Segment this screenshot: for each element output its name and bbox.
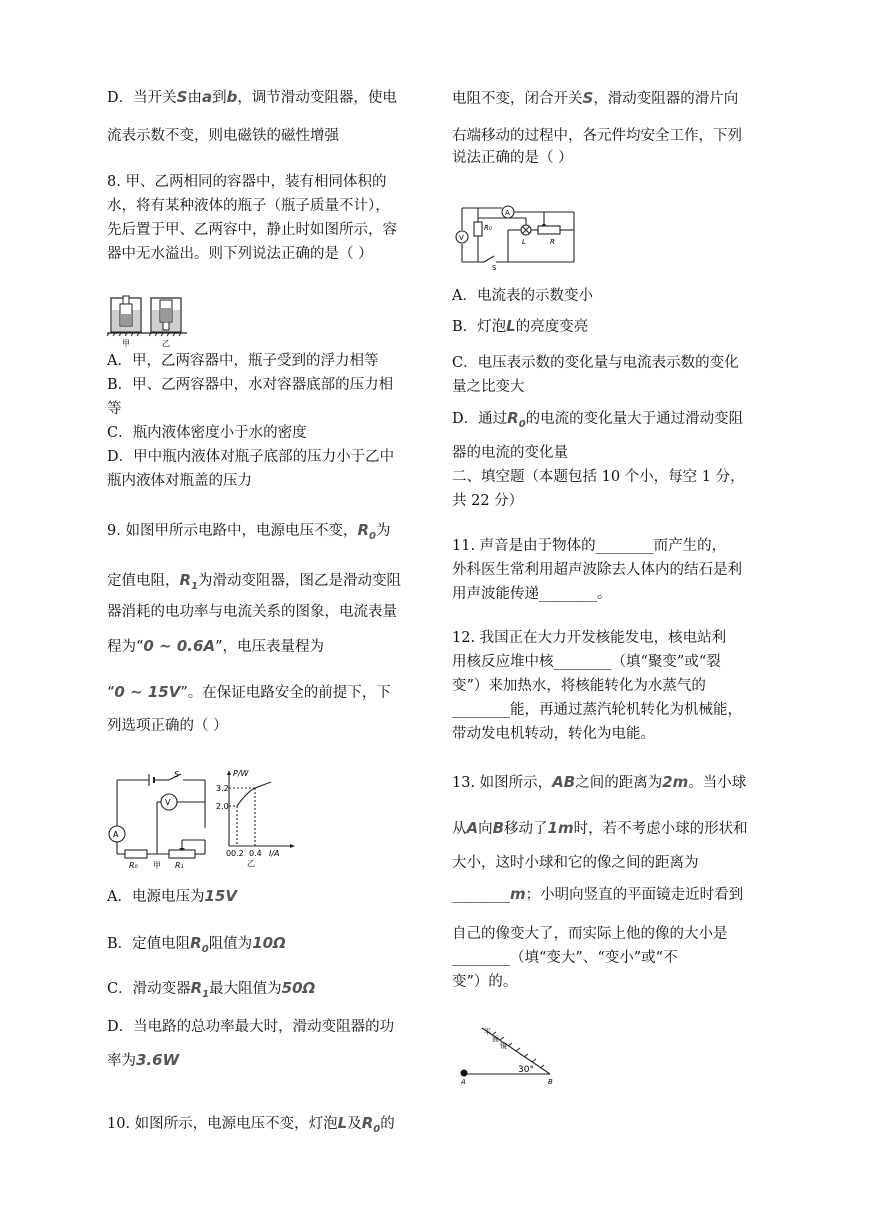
q9-graph-x02: 0.2 [231, 849, 244, 858]
q9-option-d-line1: D．当电路的总功率最大时，滑动变阻器的功 [107, 1019, 395, 1035]
q10-option-a: A．电流表的示数变小 [452, 288, 593, 304]
q13-line5: 自己的像变大了，而实际上他的像的大小是 [452, 926, 728, 942]
q8-stem-line2: 水，将有某种液体的瓶子（瓶子质量不计）， [107, 198, 390, 214]
q7-option-d-line2: 流表示数不变，则电磁铁的磁性增强 [107, 128, 339, 144]
q8-label-yi: 乙 [162, 339, 170, 348]
q8-figure [107, 290, 187, 348]
q12-line5: 带动发电机转动，转化为电能。 [452, 726, 655, 742]
q8-stem-line3: 先后置于甲、乙两容中，静止时如图所示，容 [107, 222, 397, 238]
q11-line2: 外科医生常利用超声波除去人体内的结石是利 [452, 562, 742, 578]
q9-power-graph [216, 768, 299, 868]
q10-option-c-line2: 量之比变大 [452, 379, 525, 395]
q8-option-d-line2: 瓶内液体对瓶盖的压力 [107, 473, 252, 489]
q13-mirror-label-1: 平 [484, 1028, 491, 1036]
q8-label-jia: 甲 [122, 339, 130, 348]
q13-line4: ________m；小明向竖直的平面镜走近时看到 [452, 885, 744, 903]
q9-fig-V: V [165, 798, 171, 807]
q10-fig-R0: R₀ [484, 224, 492, 232]
q9-stem-line2: 定值电阻，$R_1$为滑动变阻器，图乙是滑动变阻 [107, 571, 402, 592]
q9-graph-xlabel: I/A [269, 849, 280, 858]
q10-option-d-line1: D．通过$R_0$的电流的变化量大于通过滑动变阻 [452, 409, 744, 430]
q13-figure [452, 1024, 562, 1086]
q10-option-c-line1: C．电压表示数的变化量与电流表示数的变化 [452, 355, 739, 371]
q10-figure [454, 200, 580, 270]
q9-stem-line6: 列选项正确的（ ） [107, 718, 228, 734]
q9-graph-yi: 乙 [247, 859, 255, 868]
q9-fig-S: S [174, 770, 180, 779]
q10-stem-line2: 电阻不变，闭合开关S，滑动变阻器的滑片向 [452, 89, 739, 107]
q12-line2: 用核反应堆中核________（填“聚变”或“裂 [452, 654, 721, 670]
q13-line6: ________（填“变大”、“变小”或“不 [452, 950, 678, 966]
q10-stem-line1: 10. 如图所示，电源电压不变，灯泡L及$R_0$的 [107, 1114, 395, 1135]
q9-fig-A: A [113, 830, 119, 839]
q12-line1: 12. 我国正在大力开发核能发电，核电站利 [452, 630, 727, 646]
q9-stem-line4: 程为“0 ~ 0.6A”，电压表量程为 [107, 637, 324, 655]
q11-line1: 11. 声音是由于物体的________而产生的， [452, 538, 727, 554]
q9-option-d-line2: 率为3.6W [107, 1051, 180, 1069]
q10-fig-A: A [505, 209, 510, 217]
q8-option-b-line2: 等 [107, 401, 122, 417]
q7-option-d-line1: D．当开关S由a到b，调节滑动变阻器，使电 [107, 88, 397, 106]
q10-fig-L: L [522, 238, 526, 246]
q9-stem-line1: 9. 如图甲所示电路中，电源电压不变，$R_0$为 [107, 521, 391, 542]
q12-line4: ________能，再通过蒸汽轮机转化为机械能， [452, 702, 742, 718]
q13-mirror-label-3: 镜 [500, 1042, 507, 1050]
q10-stem-line3: 右端移动的过程中，各元件均安全工作，下列 [452, 128, 742, 144]
q9-fig-jia: 甲 [153, 861, 161, 870]
q9-fig-R1: R₁ [175, 861, 184, 870]
q13-mirror-label-2: 面 [492, 1035, 499, 1043]
q13-line1: 13. 如图所示，AB之间的距离为2m。当小球 [452, 773, 747, 791]
q9-stem-line5: “0 ~ 15V”。在保证电路安全的前提下，下 [107, 683, 391, 701]
q9-graph-x04: 0.4 [249, 849, 262, 858]
q8-option-a: A．甲，乙两容器中，瓶子受到的浮力相等 [107, 353, 379, 369]
q13-angle-label: 30° [518, 1065, 534, 1075]
q8-option-b-line1: B．甲、乙两容器中，水对容器底部的压力相 [107, 377, 394, 393]
q10-option-b: B．灯泡L的亮度变亮 [452, 317, 589, 335]
q10-fig-V: V [459, 234, 464, 242]
q10-option-d-line2: 器的电流的变化量 [452, 445, 568, 461]
q10-fig-R: R [550, 238, 555, 246]
q9-fig-R0: R₀ [129, 861, 138, 870]
q8-stem-line1: 8. 甲、乙两相同的容器中，装有相同体积的 [107, 174, 387, 190]
q8-option-c: C．瓶内液体密度小于水的密度 [107, 425, 307, 441]
q13-point-B: B [548, 1078, 553, 1086]
q9-option-a: A．电源电压为15V [107, 887, 237, 905]
q13-line3: 大小，这时小球和它的像之间的距离为 [452, 855, 699, 871]
q10-fig-S: S [492, 264, 497, 272]
q8-stem-line4: 器中无水溢出。则下列说法正确的是（ ） [107, 246, 373, 262]
q9-graph-ylabel: P/W [233, 769, 249, 778]
q13-point-A: A [461, 1078, 466, 1086]
q9-graph-y32: 3.2 [216, 784, 229, 793]
q9-graph-x0: 0 [226, 849, 232, 858]
section2-heading-line1: 二、填空题（本题包括 10 个小，每空 1 分， [452, 469, 745, 485]
section2-heading-line2: 共 22 分） [452, 493, 524, 509]
q10-stem-line4: 说法正确的是（ ） [452, 150, 573, 166]
q13-line2: 从A向B移动了1m时，若不考虑小球的形状和 [452, 819, 748, 837]
q8-option-d-line1: D．甲中瓶内液体对瓶子底部的压力小于乙中 [107, 449, 395, 465]
q12-line3: 变”）来加热水，将核能转化为水蒸气的 [452, 678, 706, 694]
q9-stem-line3: 器消耗的电功率与电流关系的图象，电流表量 [107, 604, 397, 620]
q9-option-b: B．定值电阻$R_0$阻值为10Ω [107, 934, 286, 955]
q11-line3: 用声波能传递________。 [452, 586, 612, 602]
q9-option-c: C．滑动变器$R_1$最大阻值为50Ω [107, 979, 316, 1000]
q9-graph-y20: 2.0 [216, 802, 229, 811]
q13-line7: 变”）的。 [452, 974, 518, 990]
